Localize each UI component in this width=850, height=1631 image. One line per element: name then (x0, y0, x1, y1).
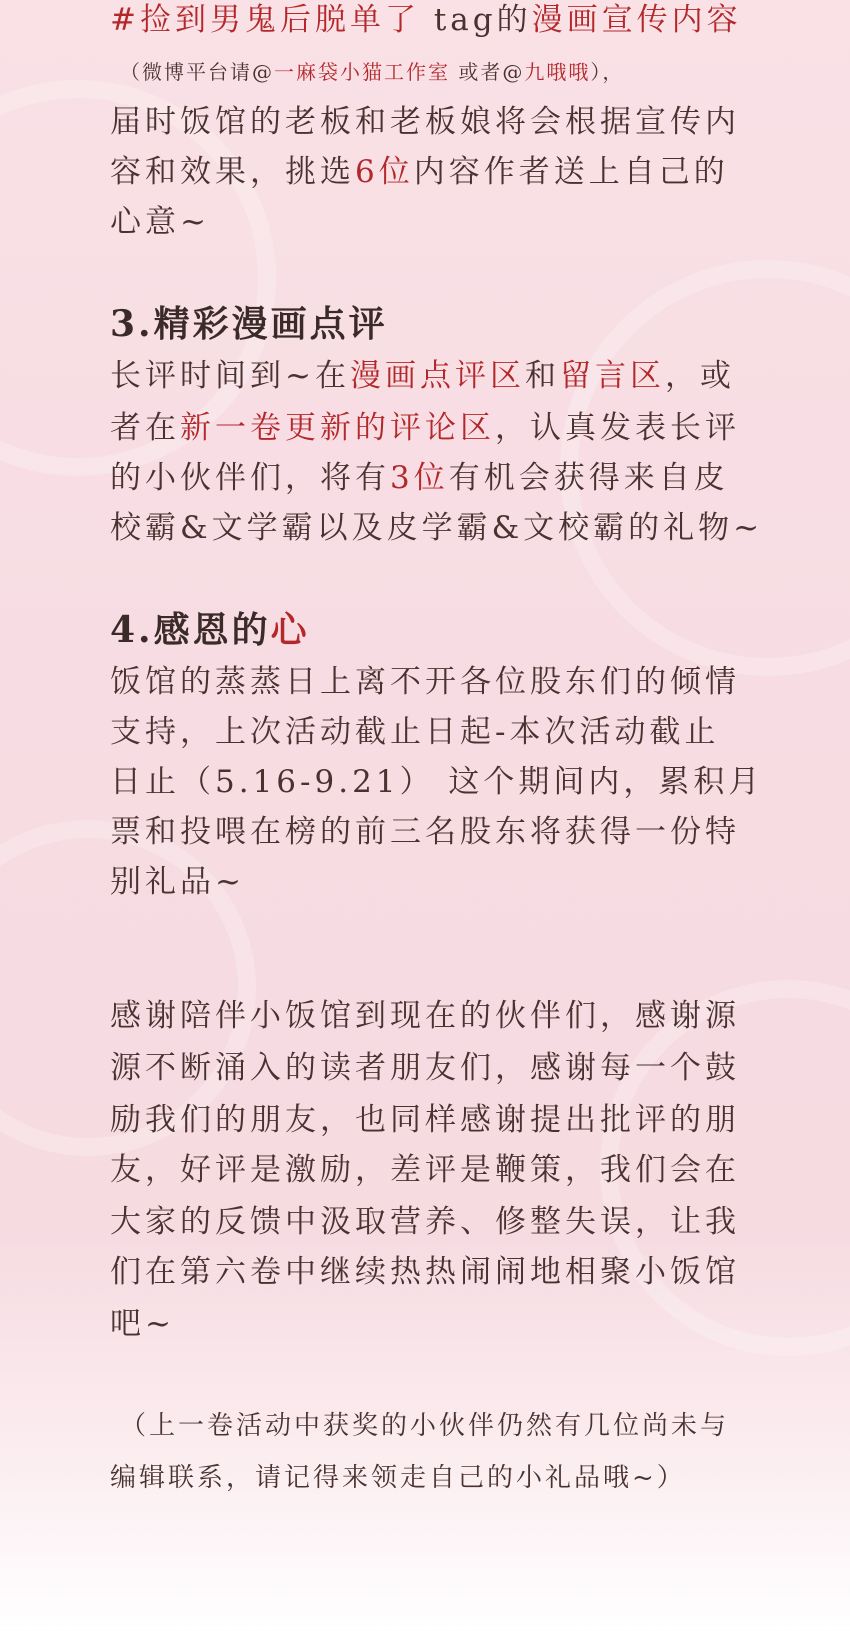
section-3-line-4: 校霸&文学霸以及皮学霸&文校霸的礼物~ (110, 510, 764, 546)
intro-line-1 (110, 0, 742, 46)
intro-line-4: 容和效果，挑选6位内容作者送上自己的 (110, 154, 729, 190)
thanks-line: 吧~ (110, 1306, 175, 1342)
section-3-line-3: 的小伙伴们，将有3位有机会获得来自皮 (110, 460, 729, 496)
intro-line-5: 心意~ (110, 204, 210, 240)
tag-text: tag的 (419, 2, 532, 38)
new-volume-comment-highlight: 新一卷更新的评论区 (180, 410, 495, 446)
section-4-line-2: 支持，上次活动截止日起-本次活动截止 (110, 714, 720, 750)
thanks-line: 友，好评是激励，差评是鞭策，我们会在 (110, 1152, 740, 1188)
section-3-line-1: 长评时间到~在漫画点评区和留言区，或 (110, 358, 735, 394)
thanks-line: 源不断涌入的读者朋友们，感谢每一个鼓 (110, 1050, 740, 1086)
platform-note: （微博平台请@一麻袋小猫工作室 或者@九哦哦）， (120, 60, 625, 84)
section-3-heading: 3.精彩漫画点评 (110, 303, 388, 345)
section-4-line-5: 别礼品~ (110, 864, 245, 900)
section-3-line-2: 者在新一卷更新的评论区，认真发表长评 (110, 410, 740, 446)
section-4-line-4: 票和投喂在榜的前三名股东将获得一份特 (110, 814, 740, 850)
section-4-line-3: 日止（5.16-9.21） 这个期间内，累积月 (110, 764, 764, 800)
message-area-highlight: 留言区 (559, 358, 665, 394)
comment-area-highlight: 漫画点评区 (349, 358, 525, 394)
thanks-line: 们在第六卷中继续热热闹闹地相聚小饭馆 (110, 1254, 740, 1290)
section-4-heading: 4.感恩的心 (110, 609, 310, 651)
studio-handle: 一麻袋小猫工作室 (274, 60, 450, 84)
thanks-line: 励我们的朋友，也同样感谢提出批评的朋 (110, 1102, 740, 1138)
footnote-line: 编辑联系，请记得来领走自己的小礼品哦~） (110, 1463, 686, 1493)
intro-line-3: 届时饭馆的老板和老板娘将会根据宣传内 (110, 104, 740, 140)
footnote-line: （上一卷活动中获奖的小伙伴仍然有几位尚未与 (120, 1411, 730, 1441)
hashtag-text: #捡到男鬼后脱单了 (110, 2, 420, 38)
winner-count: 6位 (355, 154, 414, 190)
reviewer-count: 3位 (390, 460, 449, 496)
author-handle: 九哦哦 (524, 60, 591, 84)
thanks-line: 大家的反馈中汲取营养、修整失误，让我 (110, 1204, 740, 1240)
promo-content-text: 漫画宣传内容 (531, 2, 742, 38)
section-4-line-1: 饭馆的蒸蒸日上离不开各位股东们的倾情 (110, 664, 740, 700)
heart-char: 心 (270, 609, 310, 651)
thanks-line: 感谢陪伴小饭馆到现在的伙伴们，感谢源 (110, 998, 740, 1034)
